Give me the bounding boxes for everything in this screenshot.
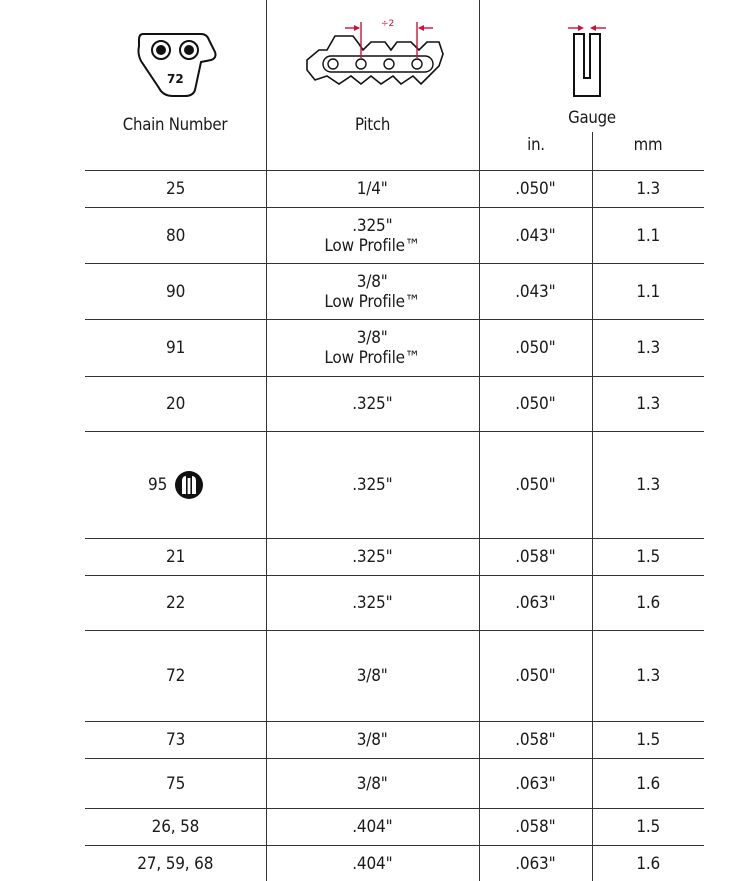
- table-row: [85, 264, 704, 319]
- pitch-cell: [266, 432, 479, 538]
- pitch-cell: [266, 377, 479, 431]
- row-divider: [85, 845, 704, 846]
- gauge-in-cell: [479, 809, 592, 845]
- gauge-mm-value: 1.3: [636, 666, 660, 686]
- pitch-profile: Low Profile™: [324, 235, 421, 256]
- pitch-value: 3/8": [357, 730, 388, 750]
- row-divider: [85, 431, 704, 432]
- svg-text:72: 72: [167, 72, 184, 86]
- chain-number-value: 72: [165, 666, 186, 686]
- gauge-mm-value: 1.3: [636, 179, 660, 199]
- gauge-in-value: .058": [515, 817, 556, 837]
- pitch-cell: [266, 320, 479, 376]
- gauge-mm-value: 1.6: [636, 593, 660, 613]
- row-divider: [85, 376, 704, 377]
- chain-number-value: 22: [165, 593, 186, 613]
- gauge-mm-cell: [592, 208, 704, 263]
- gauge-in-cell: [479, 576, 592, 630]
- gauge-in-cell: [479, 539, 592, 575]
- pitch-value: .404": [352, 853, 393, 874]
- gauge-mm-cell: [592, 809, 704, 845]
- gauge-in-value: .058": [515, 730, 556, 750]
- gauge-mm-value: 1.3: [636, 338, 660, 358]
- pitch-value: 3/8": [357, 271, 388, 292]
- pitch-value: .404": [352, 817, 393, 837]
- gauge-in-value: .063": [515, 853, 556, 874]
- pitch-cell: [266, 809, 479, 845]
- pitch-value: 3/8": [357, 773, 388, 794]
- chain-number-cell: [85, 171, 266, 207]
- gauge-mm-cell: [592, 539, 704, 575]
- table-row: [85, 576, 704, 630]
- row-divider: [85, 319, 704, 320]
- table-row: [85, 208, 704, 263]
- gauge-mm-value: 1.6: [636, 773, 660, 794]
- chain-number-cell: [85, 539, 266, 575]
- table-row: [85, 539, 704, 575]
- pitch-value: .325": [352, 547, 393, 567]
- chain-number-value: 80: [165, 225, 186, 246]
- gauge-in-value: .063": [515, 593, 556, 613]
- pitch-value: 1/4": [357, 179, 388, 199]
- gauge-in-value: .050": [515, 338, 556, 358]
- row-divider: [85, 538, 704, 539]
- gauge-in-cell: [479, 432, 592, 538]
- row-divider: [85, 630, 704, 631]
- gauge-in-value: .050": [515, 666, 556, 686]
- pitch-value: .325": [352, 593, 393, 613]
- row-divider: [85, 758, 704, 759]
- chain-number-cell: [85, 576, 266, 630]
- pitch-cell: [266, 846, 479, 881]
- gauge-in-value: .043": [515, 225, 556, 246]
- gauge-in-cell: [479, 208, 592, 263]
- table-row: [85, 377, 704, 431]
- gauge-mm-cell: [592, 320, 704, 376]
- row-divider: [85, 207, 704, 208]
- gauge-mm-value: 1.5: [636, 730, 660, 750]
- gauge-mm-value: 1.5: [636, 547, 660, 567]
- chain-number-value: 25: [165, 179, 186, 199]
- pitch-value: 3/8": [357, 328, 388, 348]
- table-row: [85, 722, 704, 758]
- header-gauge-label: Gauge: [568, 108, 616, 128]
- pitch-cell: [266, 759, 479, 808]
- chain-number-value: 91: [165, 338, 186, 358]
- chain-number-value: 21: [165, 547, 186, 567]
- header-pitch-label: Pitch: [354, 115, 391, 135]
- gauge-in-cell: [479, 846, 592, 881]
- chain-number-value: 73: [165, 730, 186, 750]
- pitch-cell: [266, 722, 479, 758]
- gauge-in-value: .050": [515, 394, 556, 414]
- gauge-mm-cell: [592, 432, 704, 538]
- table-row: [85, 809, 704, 845]
- pitch-cell: [266, 208, 479, 263]
- gauge-mm-value: 1.3: [636, 475, 660, 495]
- gauge-mm-cell: [592, 631, 704, 721]
- chain-number-cell: [85, 432, 266, 538]
- row-divider: [85, 721, 704, 722]
- chain-number-cell: [85, 631, 266, 721]
- row-divider: [85, 808, 704, 809]
- chain-number-cell: [85, 320, 266, 376]
- pitch-cell: [266, 631, 479, 721]
- pitch-value: .325": [352, 475, 393, 495]
- chain-number-cell: [85, 846, 266, 881]
- table-row: [85, 846, 704, 881]
- chain-link-icon: [174, 470, 204, 500]
- row-divider: [85, 263, 704, 264]
- chain-number-cell: [85, 264, 266, 319]
- gauge-in-cell: [479, 631, 592, 721]
- pitch-cell: [266, 539, 479, 575]
- gauge-mm-cell: [592, 759, 704, 808]
- gauge-mm-cell: [592, 722, 704, 758]
- cutter-icon: [135, 30, 220, 102]
- gauge-in-cell: [479, 264, 592, 319]
- gauge-mm-cell: [592, 171, 704, 207]
- chain-number-cell: [85, 759, 266, 808]
- chain-number-value: 27, 59, 68: [137, 853, 214, 874]
- pitch-cell: [266, 576, 479, 630]
- gauge-mm-value: 1.1: [636, 225, 660, 246]
- header-gauge: [480, 0, 704, 170]
- chain-number-value: 75: [165, 773, 186, 794]
- table-row: [85, 432, 704, 538]
- pitch-profile: Low Profile™: [324, 291, 421, 312]
- header-gauge-in-label: in.: [527, 135, 545, 155]
- chain-number-value: 90: [165, 281, 186, 302]
- chain-number-cell: [85, 208, 266, 263]
- header-gauge-mm-label: mm: [633, 135, 663, 155]
- gauge-mm-value: 1.1: [636, 281, 660, 302]
- gauge-in-value: .043": [515, 281, 556, 302]
- gauge-mm-cell: [592, 576, 704, 630]
- pitch-value: .325": [352, 215, 393, 236]
- pitch-profile: Low Profile™: [324, 348, 421, 368]
- header-chain-number-label: Chain Number: [122, 115, 228, 135]
- chain-number-value: 20: [165, 394, 186, 414]
- gauge-in-cell: [479, 759, 592, 808]
- gauge-in-cell: [479, 171, 592, 207]
- chain-number-value: 95: [147, 475, 168, 495]
- chain-number-cell: [85, 809, 266, 845]
- chain-number-cell: [85, 722, 266, 758]
- pitch-cell: [266, 171, 479, 207]
- chain-pitch-icon: [305, 14, 445, 100]
- gauge-mm-cell: [592, 846, 704, 881]
- svg-text:÷2: ÷2: [381, 19, 395, 29]
- table-row: [85, 631, 704, 721]
- gauge-in-value: .063": [515, 773, 556, 794]
- header-pitch: [267, 0, 478, 170]
- gauge-in-value: .050": [515, 179, 556, 199]
- table-row: [85, 320, 704, 376]
- gauge-in-cell: [479, 722, 592, 758]
- table-row: [85, 171, 704, 207]
- row-divider: [85, 575, 704, 576]
- gauge-groove-icon: [562, 22, 622, 98]
- gauge-mm-value: 1.3: [636, 394, 660, 414]
- pitch-cell: [266, 264, 479, 319]
- gauge-in-cell: [479, 320, 592, 376]
- gauge-in-value: .050": [515, 475, 556, 495]
- pitch-value: .325": [352, 394, 393, 414]
- gauge-in-cell: [479, 377, 592, 431]
- gauge-mm-value: 1.5: [636, 817, 660, 837]
- header-chain-number: [85, 0, 265, 170]
- row-divider: [85, 170, 704, 171]
- gauge-in-value: .058": [515, 547, 556, 567]
- chain-number-cell: [85, 377, 266, 431]
- gauge-mm-cell: [592, 377, 704, 431]
- gauge-mm-value: 1.6: [636, 853, 660, 874]
- table-row: [85, 759, 704, 808]
- pitch-value: 3/8": [357, 666, 388, 686]
- gauge-mm-cell: [592, 264, 704, 319]
- chain-number-value: 26, 58: [151, 817, 200, 837]
